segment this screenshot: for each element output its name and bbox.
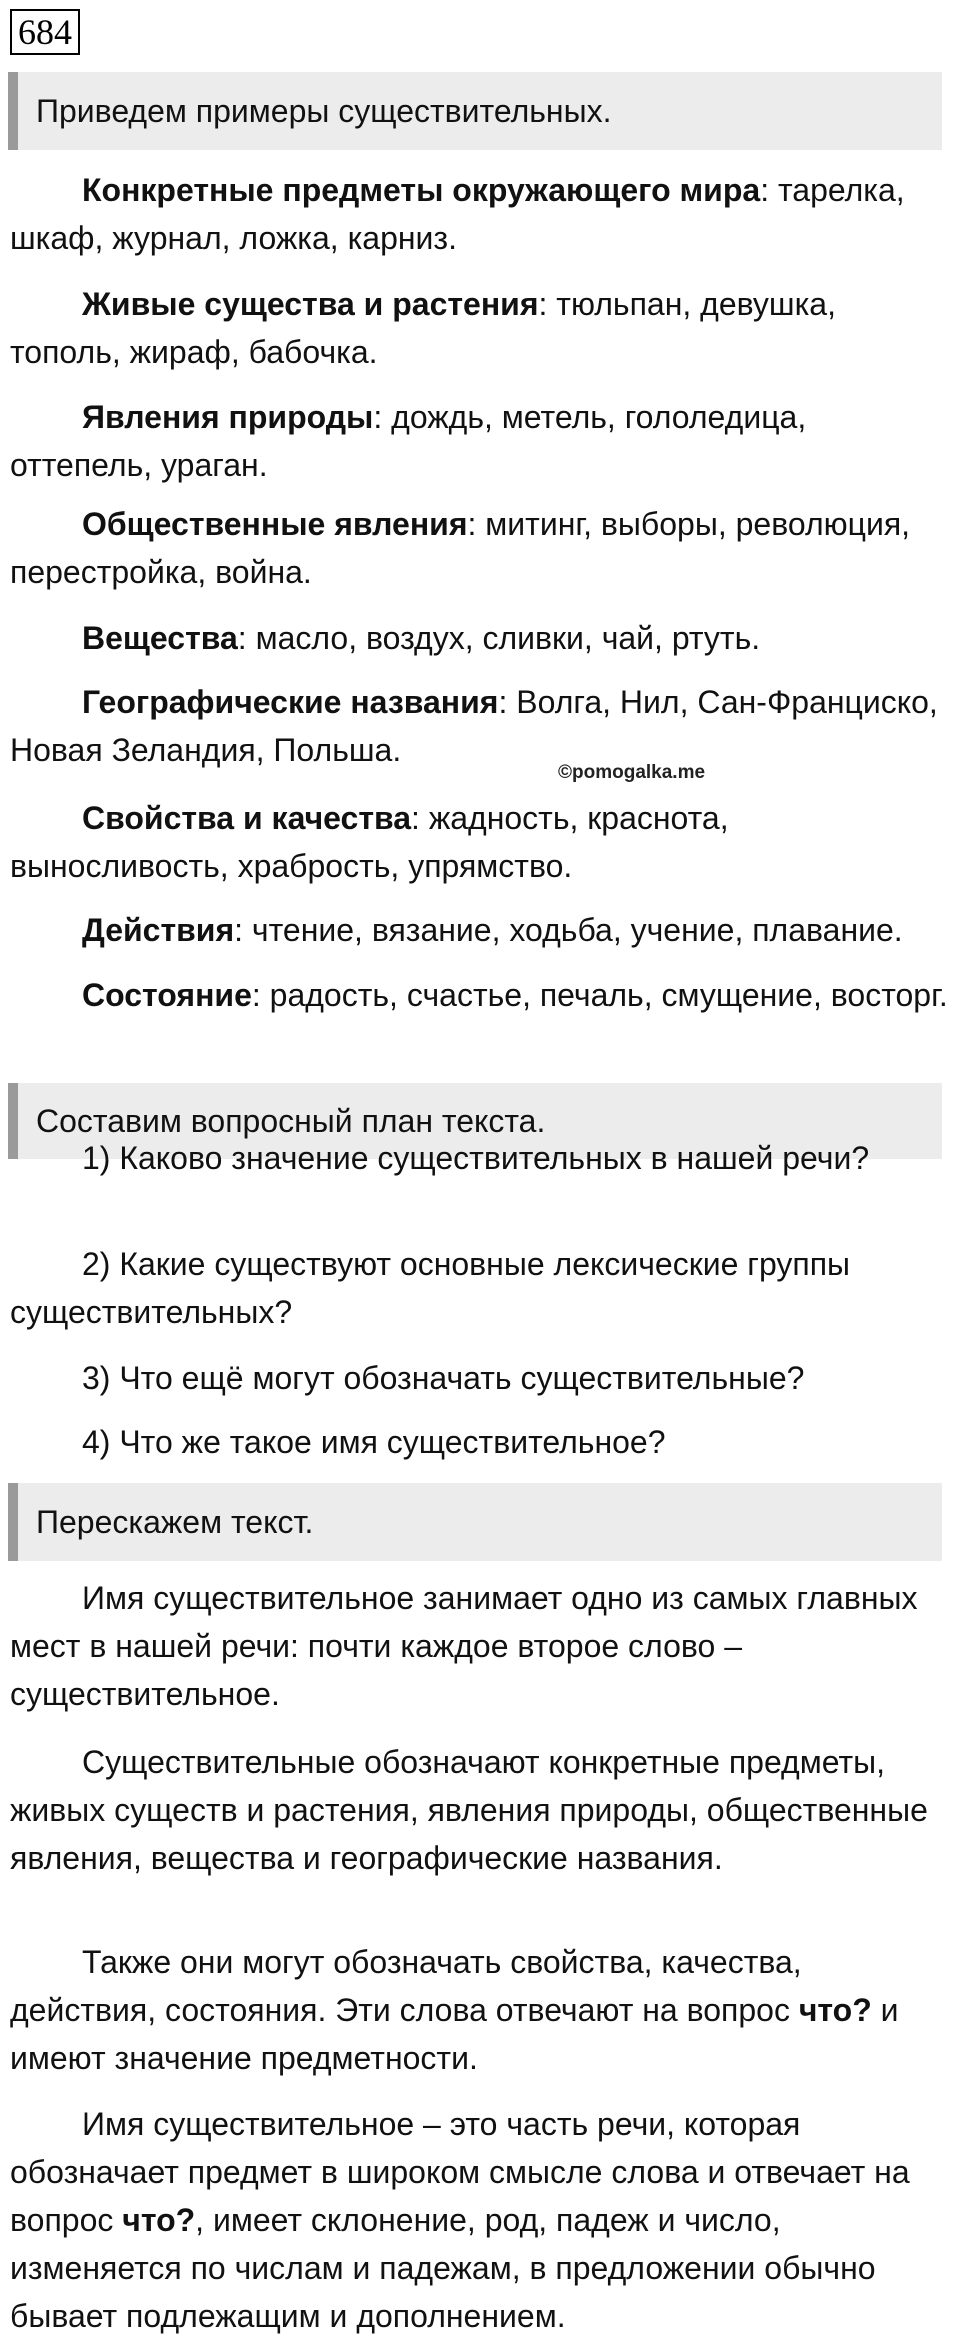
example-term: Общественные явления — [82, 506, 468, 542]
example-words: : митинг, выборы, революция, перестройка, война. — [10, 506, 911, 590]
exercise-number: 684 — [10, 9, 80, 55]
example-words: : радость, счастье, печаль, смущение, восторг. — [251, 977, 948, 1013]
example-paragraph — [10, 500, 950, 596]
example-term: Свойства и качества — [82, 800, 412, 836]
example-words: : Волга, Нил, Сан-Франциско, Новая Зеландия, Польша. — [10, 684, 938, 768]
retelling-text: и имеют значение предметности. — [10, 1992, 899, 2076]
example-term: Явления природы — [82, 399, 374, 435]
example-words: : тарелка, шкаф, журнал, ложка, карниз. — [10, 172, 905, 256]
example-words: : тюльпан, девушка, тополь, жираф, бабочка. — [10, 286, 836, 370]
example-paragraph — [10, 971, 950, 1019]
example-term: Состояние — [82, 977, 252, 1013]
retelling-paragraph — [10, 1938, 950, 2082]
example-paragraph — [10, 280, 950, 376]
retelling-paragraph — [10, 2100, 950, 2340]
retelling-paragraph — [10, 1574, 950, 1718]
section-header-retelling — [8, 1483, 942, 1561]
plan-item-text: 2) Какие существуют основные лексические группы существительных? — [10, 1246, 851, 1330]
example-words: : масло, воздух, сливки, чай, ртуть. — [237, 620, 761, 656]
plan-item-text: 4) Что же такое имя существительное? — [82, 1424, 666, 1460]
example-paragraph — [10, 393, 950, 489]
example-term: Географические названия — [82, 684, 499, 720]
example-words: : жадность, краснота, выносливость, храбрость, упрямство. — [10, 800, 729, 884]
example-paragraph — [10, 906, 950, 954]
plan-item — [10, 1240, 950, 1336]
retelling-text: Имя существительное – это часть речи, которая обозначает предмет в широком смысле слова и отвечает на вопрос — [10, 2106, 910, 2238]
plan-item — [10, 1354, 950, 1402]
retelling-text: , имеет склонение, род, падеж и число, изменяется по числам и падежам, в предложении обычно бывает подлежащим и дополнением. — [10, 2202, 876, 2334]
example-term: Конкретные предметы окружающего мира — [82, 172, 761, 208]
plan-item — [10, 1134, 950, 1182]
retelling-text: Имя существительное занимает одно из самых главных мест в нашей речи: почти каждое второе слово – существительное. — [10, 1580, 918, 1712]
section-header-text: Перескажем текст. — [36, 1504, 314, 1540]
example-paragraph — [10, 794, 950, 890]
example-paragraph — [10, 614, 950, 662]
example-term: Живые существа и растения — [82, 286, 539, 322]
example-term: Вещества — [82, 620, 238, 656]
example-term: Действия — [82, 912, 235, 948]
question-word: что? — [122, 2202, 196, 2238]
section-header-examples — [8, 72, 942, 150]
retelling-text: Также они могут обозначать свойства, качества, действия, состояния. Эти слова отвечают на вопрос — [10, 1944, 802, 2028]
plan-item-text: 3) Что ещё могут обозначать существительные? — [82, 1360, 805, 1396]
example-words: : дождь, метель, гололедица, оттепель, ураган. — [10, 399, 807, 483]
question-word: что? — [798, 1992, 872, 2028]
example-paragraph — [10, 166, 950, 262]
watermark: ©pomogalka.me — [558, 762, 706, 783]
plan-item-text: 1) Каково значение существительных в нашей речи? — [82, 1140, 870, 1176]
example-paragraph — [10, 678, 950, 774]
plan-item — [10, 1418, 950, 1466]
section-header-text: Составим вопросный план текста. — [36, 1103, 546, 1139]
retelling-paragraph — [10, 1738, 950, 1882]
section-header-text: Приведем примеры существительных. — [36, 93, 612, 129]
example-words: : чтение, вязание, ходьба, учение, плавание. — [234, 912, 903, 948]
retelling-text: Существительные обозначают конкретные предметы, живых существ и растения, явления природы, общественные явления, вещества и географические названия. — [10, 1744, 928, 1876]
